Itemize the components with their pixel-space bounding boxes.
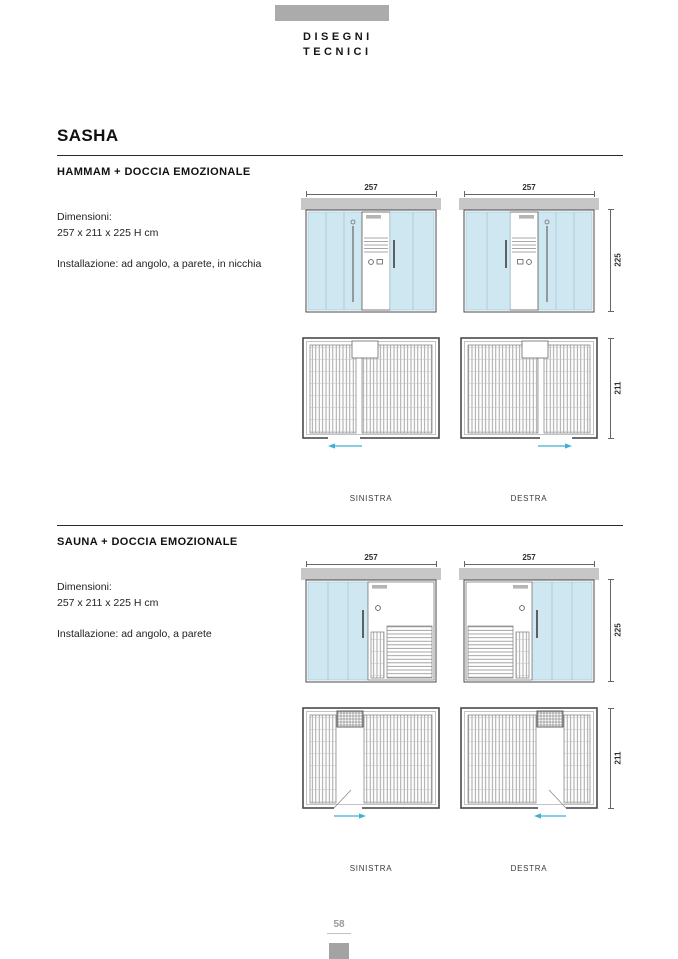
depth-dimension-value: 211 <box>613 751 623 765</box>
dimension-line <box>610 209 611 311</box>
hammam-plan-art <box>301 336 441 452</box>
sauna-elevation-svg <box>301 568 441 684</box>
section-heading: HAMMAM + DOCCIA EMOZIONALE <box>57 166 251 178</box>
width-dimension <box>464 553 594 567</box>
depth-dimension-value: 211 <box>613 381 623 395</box>
height-dimension <box>607 579 623 681</box>
dimension-line <box>464 564 594 565</box>
sauna-elevation-art-mirrored <box>459 568 599 684</box>
elevation-row <box>301 183 623 314</box>
width-dimension-value: 257 <box>522 553 536 562</box>
hammam-plan-art-mirrored <box>459 336 599 452</box>
depth-dimension <box>607 338 623 438</box>
dimensions-label: Dimensioni: <box>57 581 112 593</box>
height-dimension <box>607 209 623 311</box>
orientation-label-left: SINISTRA <box>349 864 393 873</box>
dimension-line <box>464 194 594 195</box>
product-info <box>57 556 301 879</box>
sauna-plan-svg <box>301 706 441 822</box>
dimension-line <box>610 579 611 681</box>
installation-note: Installazione: ad angolo, a parete, in nicchia <box>57 258 262 270</box>
footer-page-number: 58 <box>333 919 345 930</box>
orientation-labels <box>301 864 623 873</box>
section-sauna <box>57 536 623 879</box>
orientation-labels <box>301 494 623 503</box>
width-dimension-value: 257 <box>364 553 378 562</box>
footer-rule <box>327 933 351 934</box>
hammam-elevation-art <box>301 198 441 314</box>
width-dimension <box>464 183 594 197</box>
banner-bar <box>275 5 389 21</box>
hammam-plan-svg <box>301 336 441 452</box>
page-footer <box>0 919 678 959</box>
width-dimension <box>306 183 436 197</box>
page-title: SASHA <box>57 126 119 145</box>
banner-line-1: DISEGNI <box>303 31 373 43</box>
sauna-plan-art <box>301 706 441 822</box>
hammam-plan-svg <box>459 336 599 452</box>
page-content <box>57 126 623 879</box>
plan-drawing-right <box>459 336 599 452</box>
sauna-elevation-art <box>301 568 441 684</box>
section-heading: SAUNA + DOCCIA EMOZIONALE <box>57 536 238 548</box>
depth-dimension <box>607 708 623 808</box>
elevation-row <box>301 553 623 684</box>
footer-mark <box>329 943 349 959</box>
dimension-line <box>306 194 436 195</box>
orientation-label-left: SINISTRA <box>349 494 393 503</box>
dimensions-label: Dimensioni: <box>57 211 112 223</box>
orientation-label-right: DESTRA <box>510 494 548 503</box>
plan-row <box>301 706 623 822</box>
section-hammam <box>57 166 623 509</box>
hammam-elevation-svg <box>459 198 599 314</box>
dimensions-value: 257 x 211 x 225 H cm <box>57 227 159 239</box>
hammam-elevation-svg <box>301 198 441 314</box>
dimension-line <box>306 564 436 565</box>
elevation-drawing-right <box>459 553 599 684</box>
dimension-line <box>610 708 611 808</box>
plan-row <box>301 336 623 452</box>
elevation-drawing-left <box>301 183 441 314</box>
banner-line-2: TECNICI <box>303 46 372 58</box>
width-dimension-value: 257 <box>364 183 378 192</box>
orientation-label-right: DESTRA <box>510 864 548 873</box>
width-dimension <box>306 553 436 567</box>
height-dimension-value: 225 <box>613 623 623 637</box>
drawings-area <box>301 553 623 879</box>
plan-drawing-left <box>301 336 441 452</box>
section-divider <box>57 525 623 526</box>
page-banner <box>275 5 389 60</box>
height-dimension-value: 225 <box>613 253 623 267</box>
hammam-elevation-art-mirrored <box>459 198 599 314</box>
sauna-elevation-svg <box>459 568 599 684</box>
dimension-line <box>610 338 611 438</box>
installation-note: Installazione: ad angolo, a parete <box>57 628 212 640</box>
banner-title <box>303 30 389 60</box>
dimensions-value: 257 x 211 x 225 H cm <box>57 597 159 609</box>
title-rule <box>57 155 623 156</box>
drawings-area <box>301 183 623 509</box>
plan-drawing-right <box>459 706 599 822</box>
sauna-plan-svg <box>459 706 599 822</box>
width-dimension-value: 257 <box>522 183 536 192</box>
sauna-plan-art-mirrored <box>459 706 599 822</box>
plan-drawing-left <box>301 706 441 822</box>
product-info <box>57 186 301 509</box>
elevation-drawing-right <box>459 183 599 314</box>
elevation-drawing-left <box>301 553 441 684</box>
